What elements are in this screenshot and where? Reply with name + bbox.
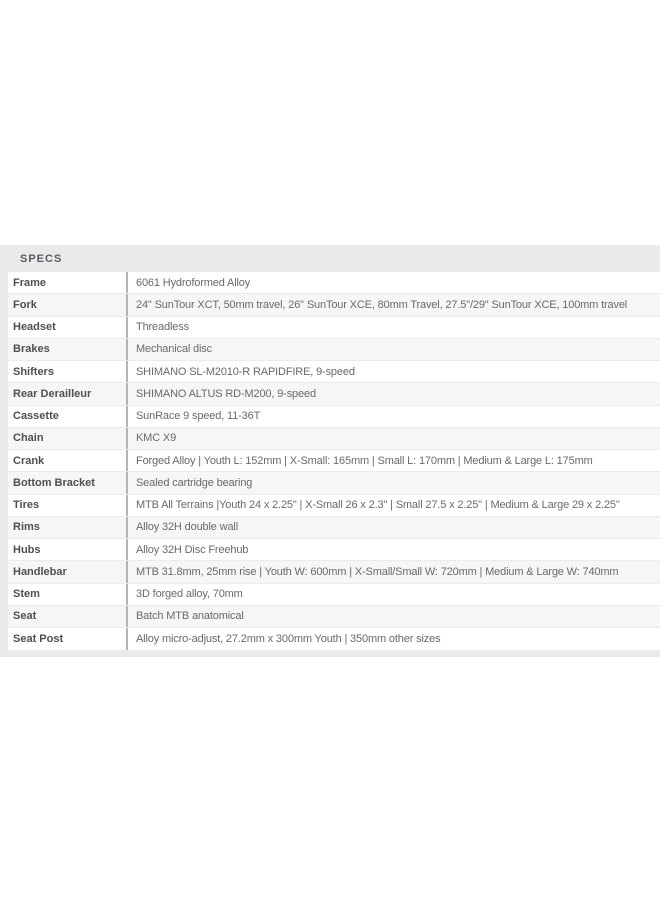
spec-row-chain bbox=[8, 428, 660, 450]
spec-value: 3D forged alloy, 70mm bbox=[136, 588, 243, 601]
specs-section bbox=[0, 245, 660, 657]
spec-value: 6061 Hydroformed Alloy bbox=[136, 276, 251, 289]
spec-row-bottom-bracket bbox=[8, 472, 660, 494]
spec-value: Threadless bbox=[136, 321, 189, 334]
spec-row-rear-derailleur bbox=[8, 383, 660, 405]
spec-value: Batch MTB anatomical bbox=[136, 610, 244, 623]
spec-label: Tires bbox=[8, 495, 128, 516]
specs-section-title: SPECS bbox=[20, 252, 63, 265]
spec-row-headset bbox=[8, 317, 660, 339]
spec-label: Headset bbox=[8, 317, 128, 338]
spec-value: Mechanical disc bbox=[136, 343, 213, 356]
spec-row-crank bbox=[8, 450, 660, 472]
spec-label: Cassette bbox=[8, 406, 128, 427]
spec-label: Seat Post bbox=[8, 628, 128, 650]
spec-row-handlebar bbox=[8, 561, 660, 583]
specs-table bbox=[8, 272, 660, 650]
spec-row-brakes bbox=[8, 339, 660, 361]
spec-value: Alloy 32H Disc Freehub bbox=[136, 543, 249, 556]
spec-value: SunRace 9 speed, 11-36T bbox=[136, 410, 261, 423]
spec-label: Handlebar bbox=[8, 561, 128, 582]
spec-value: SHIMANO SL-M2010-R RAPIDFIRE, 9-speed bbox=[136, 365, 355, 378]
spec-value: 24" SunTour XCT, 50mm travel, 26" SunTour XCE, 80mm Travel, 27.5"/29" SunTour XCE, 100mm travel bbox=[136, 298, 628, 311]
spec-row-hubs bbox=[8, 539, 660, 561]
spec-row-seat-post bbox=[8, 628, 660, 650]
spec-row-cassette bbox=[8, 406, 660, 428]
specs-header bbox=[0, 245, 660, 272]
spec-row-frame bbox=[8, 272, 660, 294]
spec-label: Shifters bbox=[8, 361, 128, 382]
spec-label: Crank bbox=[8, 450, 128, 471]
spec-value: Alloy 32H double wall bbox=[136, 521, 239, 534]
spec-label: Hubs bbox=[8, 539, 128, 560]
spec-value: Forged Alloy | Youth L: 152mm | X-Small: 165mm | Small L: 170mm | Medium & Large L: 175mm bbox=[136, 454, 593, 467]
spec-row-fork bbox=[8, 294, 660, 316]
spec-value: SHIMANO ALTUS RD-M200, 9-speed bbox=[136, 387, 316, 400]
spec-label: Fork bbox=[8, 294, 128, 315]
spec-label: Chain bbox=[8, 428, 128, 449]
spec-value: Sealed cartridge bearing bbox=[136, 476, 253, 489]
spec-value: MTB All Terrains |Youth 24 x 2.25" | X-Small 26 x 2.3" | Small 27.5 x 2.25" | Medium & Large 29 x 2.25" bbox=[136, 499, 620, 512]
spec-row-shifters bbox=[8, 361, 660, 383]
spec-label: Rear Derailleur bbox=[8, 383, 128, 404]
spec-row-seat bbox=[8, 606, 660, 628]
spec-value: MTB 31.8mm, 25mm rise | Youth W: 600mm | X-Small/Small W: 720mm | Medium & Large W: 740mm bbox=[136, 565, 619, 578]
spec-row-rims bbox=[8, 517, 660, 539]
spec-label: Stem bbox=[8, 584, 128, 605]
spec-row-stem bbox=[8, 584, 660, 606]
spec-row-tires bbox=[8, 495, 660, 517]
spec-label: Brakes bbox=[8, 339, 128, 360]
spec-label: Rims bbox=[8, 517, 128, 538]
spec-value: Alloy micro-adjust, 27.2mm x 300mm Youth | 350mm other sizes bbox=[136, 633, 441, 646]
spec-label: Bottom Bracket bbox=[8, 472, 128, 493]
spec-value: KMC X9 bbox=[136, 432, 177, 445]
spec-label: Frame bbox=[8, 272, 128, 293]
spec-label: Seat bbox=[8, 606, 128, 627]
